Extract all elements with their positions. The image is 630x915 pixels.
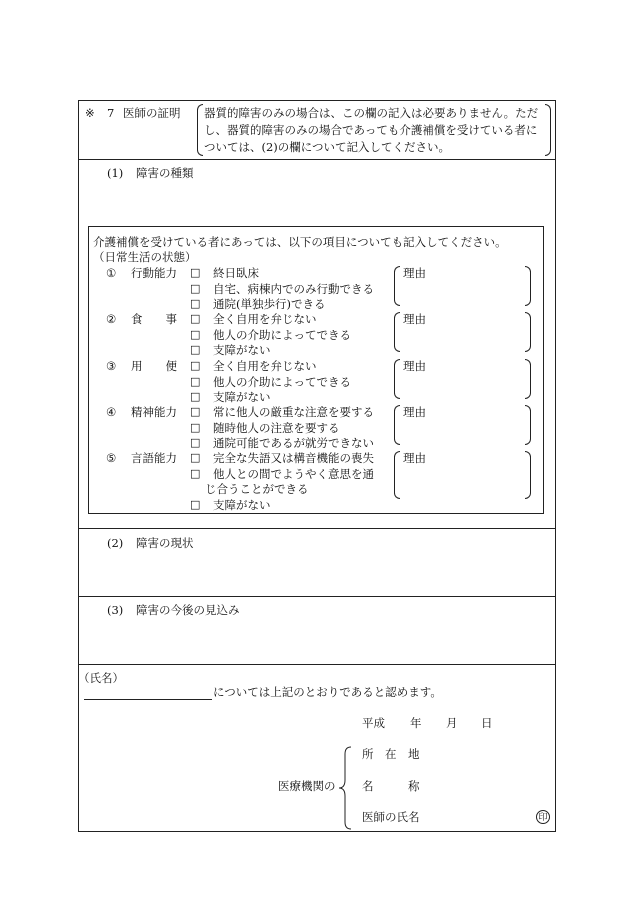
reason-bracket-right	[525, 405, 531, 445]
category-name: 用 便	[131, 359, 177, 373]
institution-name-field: 名 称	[362, 779, 420, 793]
category-name: 言語能力	[131, 451, 177, 465]
section3-title: 障害の今後の見込み	[136, 603, 240, 617]
section-title: 医師の証明	[123, 106, 181, 120]
checkbox[interactable]: □	[190, 266, 201, 279]
certification-statement: については上記のとおりであると認めます。	[213, 685, 442, 699]
option-label-continued: じ合うことができる	[205, 482, 309, 496]
category-name: 精神能力	[131, 405, 177, 419]
reason-label: 理由	[403, 451, 426, 465]
reason-bracket-right	[525, 451, 531, 499]
category-number: ④	[106, 405, 117, 419]
reason-label: 理由	[403, 312, 426, 326]
date-day: 日	[481, 716, 493, 730]
note-bracket-left	[197, 104, 203, 156]
checkbox[interactable]: □	[190, 451, 201, 464]
category-number: ③	[106, 359, 117, 373]
date-year: 年	[410, 716, 422, 730]
reason-bracket-right	[525, 359, 531, 399]
reason-input[interactable]	[403, 466, 521, 496]
header-note-line-1: 器質的障害のみの場合は、この欄の記入は必要ありません。ただ	[204, 106, 539, 120]
reason-input[interactable]	[403, 420, 521, 442]
institution-label: 医療機関の	[278, 779, 336, 793]
section2-label: (2)	[107, 536, 124, 550]
date-era: 平成	[362, 716, 385, 730]
section-number: 7	[107, 106, 115, 120]
note-mark: ※	[85, 106, 95, 120]
header-note-line-2: し、器質的障害のみの場合であっても介護補償を受けている者に	[204, 123, 538, 137]
reason-input[interactable]	[403, 281, 521, 303]
checkbox[interactable]: □	[190, 374, 201, 388]
option-label: 他人との間でようやく意思を通	[213, 466, 374, 481]
note-bracket-right	[545, 104, 551, 156]
reason-bracket-left	[394, 359, 400, 399]
checkbox[interactable]: □	[190, 297, 201, 310]
option-label: 通院(単独歩行)できる	[213, 297, 326, 311]
divider	[78, 664, 556, 665]
reason-bracket-left	[394, 451, 400, 499]
daily-life-title: （日常生活の状態）	[93, 250, 197, 264]
checkbox[interactable]: □	[190, 420, 201, 434]
checkbox[interactable]: □	[190, 390, 201, 403]
reason-bracket-right	[525, 266, 531, 306]
reason-input[interactable]	[403, 327, 521, 349]
divider	[78, 528, 556, 529]
checkbox[interactable]: □	[190, 281, 201, 295]
seal-mark: 印	[536, 810, 550, 824]
option-label: 自宅、病棟内でのみ行動できる	[213, 281, 374, 296]
option-label: 支障がない	[213, 497, 271, 512]
divider	[78, 596, 556, 597]
option-label: 他人の介助によってできる	[213, 374, 351, 389]
category-number: ②	[106, 312, 117, 326]
institution-brace	[338, 746, 352, 830]
header-note-line-3: ついては、(2)の欄について記入してください。	[204, 140, 451, 154]
reason-input[interactable]	[403, 374, 521, 396]
option-label: 支障がない	[213, 390, 271, 404]
divider	[78, 159, 556, 160]
category-name: 食 事	[131, 312, 177, 326]
reason-label: 理由	[403, 405, 426, 419]
option-label: 常に他人の厳重な注意を要する	[213, 405, 374, 419]
section3-label: (3)	[107, 603, 124, 617]
section1-title: 障害の種類	[136, 166, 194, 180]
reason-label: 理由	[403, 266, 426, 280]
option-label: 全く自用を弁じない	[213, 359, 317, 373]
option-label: 完全な失語又は構音機能の喪失	[213, 451, 374, 465]
name-label: （氏名）	[78, 671, 124, 685]
checkbox[interactable]: □	[190, 436, 201, 449]
category-name: 行動能力	[131, 266, 177, 280]
section1-label: (1)	[107, 166, 124, 180]
reason-bracket-left	[394, 405, 400, 445]
option-label: 通院可能であるが就労できない	[213, 436, 374, 450]
doctor-name-field: 医師の氏名	[362, 810, 420, 824]
option-label: 随時他人の注意を要する	[213, 420, 340, 435]
checkbox[interactable]: □	[190, 312, 201, 325]
category-number: ①	[106, 266, 117, 280]
checkbox[interactable]: □	[190, 497, 201, 511]
reason-bracket-left	[394, 312, 400, 352]
checkbox[interactable]: □	[190, 359, 201, 372]
option-label: 支障がない	[213, 343, 271, 357]
option-label: 全く自用を弁じない	[213, 312, 317, 326]
checkbox[interactable]: □	[190, 327, 201, 341]
checkbox[interactable]: □	[190, 343, 201, 356]
option-label: 他人の介助によってできる	[213, 327, 351, 342]
reason-bracket-left	[394, 266, 400, 306]
date-month: 月	[446, 716, 458, 730]
section2-title: 障害の現状	[136, 536, 194, 550]
reason-bracket-right	[525, 312, 531, 352]
checkbox[interactable]: □	[190, 405, 201, 418]
checkbox[interactable]: □	[190, 466, 201, 480]
name-input-line[interactable]	[84, 699, 212, 700]
category-number: ⑤	[106, 451, 117, 465]
reason-label: 理由	[403, 359, 426, 373]
care-note: 介護補償を受けている者にあっては、以下の項目についても記入してください。	[93, 235, 507, 249]
option-label: 終日臥床	[213, 266, 259, 280]
address-field: 所 在 地	[362, 747, 420, 761]
